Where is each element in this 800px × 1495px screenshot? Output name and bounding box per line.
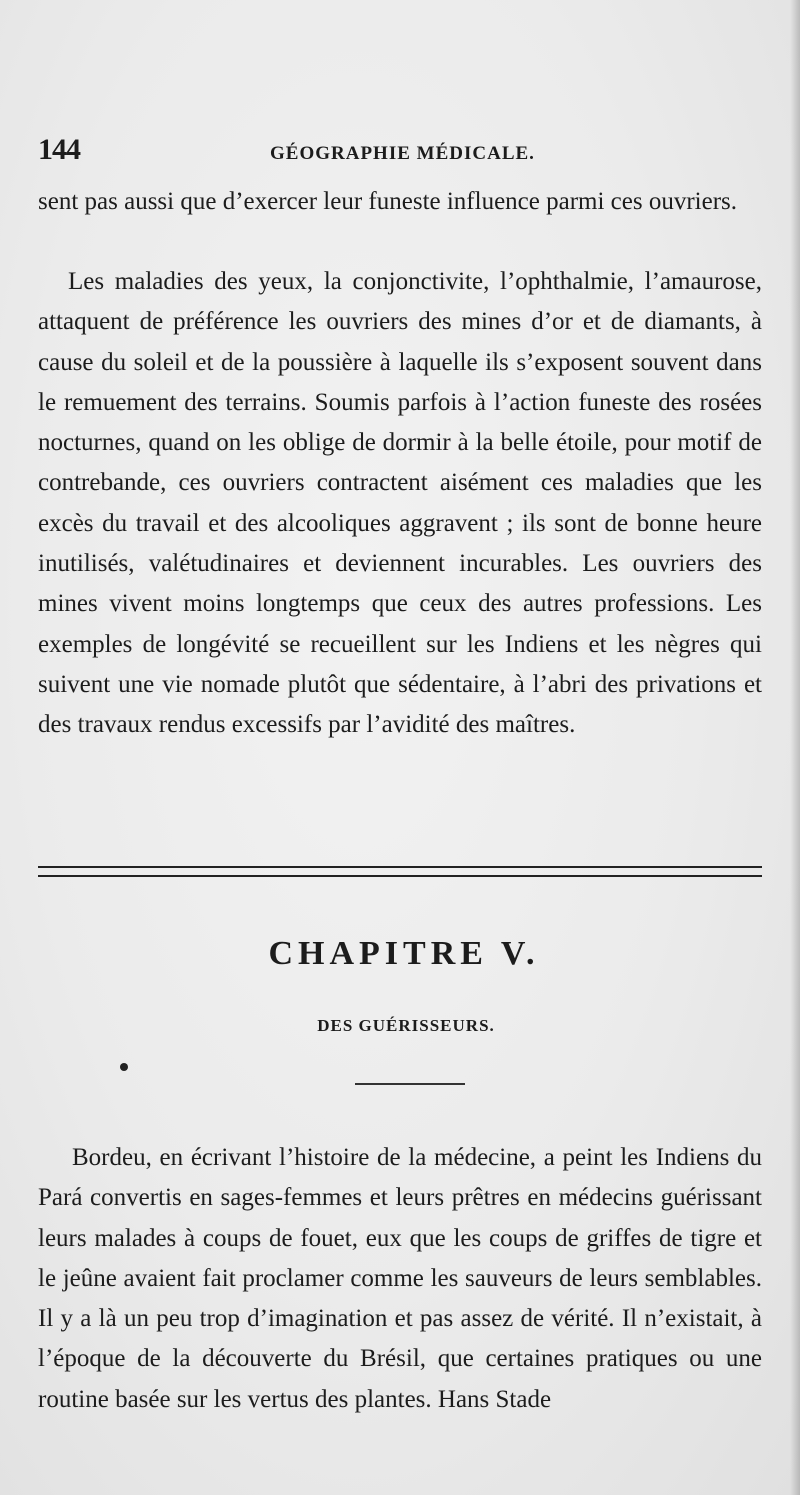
page-edge-shadow xyxy=(790,0,800,1495)
chapter-subtitle: DES GUÉRISSEURS. xyxy=(317,1016,495,1035)
paragraph-continuation: sent pas aussi que d’exercer leur funeste influence parmi ces ouvriers. xyxy=(38,188,738,215)
page-number: 144 xyxy=(38,133,80,166)
chapter-separator-rule xyxy=(38,866,762,880)
running-header xyxy=(38,133,760,173)
running-title: GÉOGRAPHIE MÉDICALE. xyxy=(270,143,535,164)
chapter-title: CHAPITRE V. xyxy=(268,935,540,972)
subtitle-rule xyxy=(355,1083,465,1085)
paragraph-eye-diseases: Les maladies des yeux, la conjonctivite, l’ophthalmie, l’amaurose, attaquent de préférence les ouvriers des mines d’or et de diamants, à cause du soleil et de la poussière à laquelle ils s’exposent souvent dans le remuement des terrains. Soumis parfois à l’action funeste des rosées nocturnes, quand on les oblige de dormir à la belle étoile, pour motif de contrebande, ces ouvriers contractent aisément ces maladies que les excès du travail et des alcooliques aggravent ; ils sont de bonne heure inutilisés, valétudinaires et deviennent incurables. Les ouvriers des mines vivent moins longtemps que ceux des autres professions. Les exemples de longévité se recueillent sur les Indiens et les nègres qui suivent une vie nomade plutôt que sédentaire, à l’abri des privations et des travaux rendus excessifs par l’avidité des maîtres. xyxy=(38,268,762,739)
ink-spot xyxy=(120,1063,128,1071)
paragraph-bordeu: Bordeu, en écrivant l’histoire de la médecine, a peint les Indiens du Pará convertis en sages-femmes et leurs prêtres en médecins guérissant leurs malades à coups de fouet, eux que les coups de griffes de tigre et le jeûne avaient fait proclamer comme les sauveurs de leurs semblables. Il y a là un peu trop d’imagination et pas assez de vérité. Il n’existait, à l’époque de la découverte du Brésil, que certaines pratiques ou une routine basée sur les vertus des plantes. Hans Stade xyxy=(38,1144,762,1413)
